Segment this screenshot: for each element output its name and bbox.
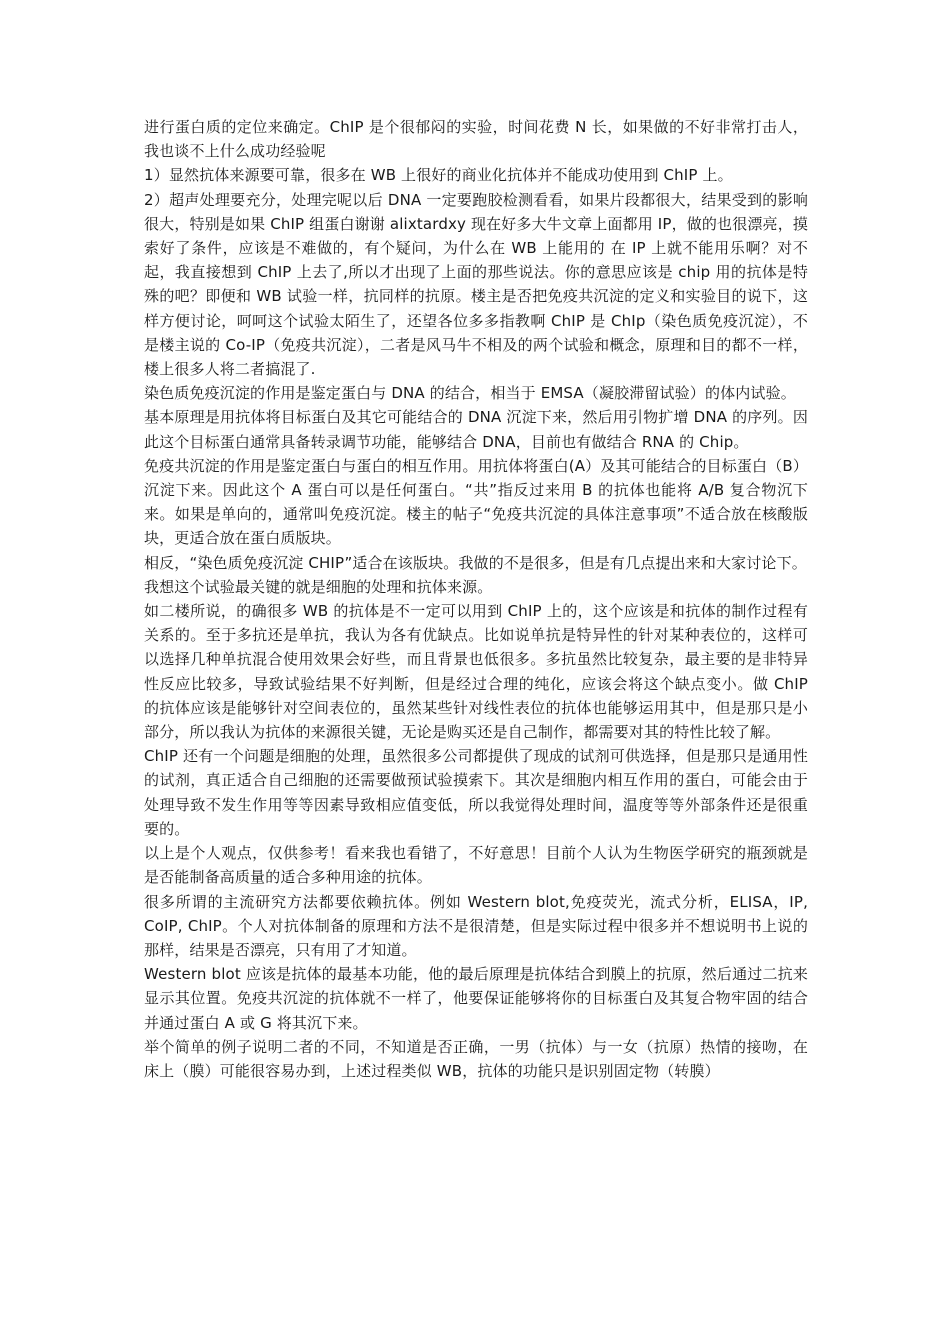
paragraph: Western blot 应该是抗体的最基本功能，他的最后原理是抗体结合到膜上的抗原，然后通过二抗来显示其位置。免疫共沉淀的抗体就不一样了，他要保证能够将你的目标蛋白及其复合物牢固的结合并通过蛋白 A 或 G 将其沉下来。 <box>144 965 808 1032</box>
paragraph: 以上是个人观点，仅供参考！看来我也看错了，不好意思！目前个人认为生物医学研究的瓶颈就是是否能制备高质量的适合多种用途的抗体。 <box>144 844 808 887</box>
paragraph: 相反，“染色质免疫沉淀 CHIP”适合在该版块。我做的不是很多，但是有几点提出来和大家讨论下。 <box>144 553 807 572</box>
document-body <box>144 115 808 1083</box>
paragraph: 进行蛋白质的定位来确定。ChIP 是个很郁闷的实验，时间花费 N 长，如果做的不好非常打击人，我也谈不上什么成功经验呢 <box>144 118 808 161</box>
paragraph: 举个简单的例子说明二者的不同，不知道是否正确，一男（抗体）与一女（抗原）热情的接吻，在床上（膜）可能很容易办到，上述过程类似 WB，抗体的功能只是识别固定物（转膜） <box>144 1037 808 1080</box>
paragraph: 我想这个试验最关键的就是细胞的处理和抗体来源。 <box>144 577 493 596</box>
paragraph: 很多所谓的主流研究方法都要依赖抗体。例如 Western blot,免疫荧光，流式分析，ELISA，IP, CoIP, ChIP。个人对抗体制备的原理和方法不是很清楚，但是实际过程中很多并不想说明书上说的那样，结果是否漂亮，只有用了才知道。 <box>144 892 808 959</box>
paragraph: 免疫共沉淀的作用是鉴定蛋白与蛋白的相互作用。用抗体将蛋白(A）及其可能结合的目标蛋白（B）沉淀下来。因此这个 A 蛋白可以是任何蛋白。“共”指反过来用 B 的抗体也能将 A/B 复合物沉下来。如果是单向的，通常叫免疫沉淀。楼主的帖子“免疫共沉淀的具体注意事项”不适合放在核酸版块，更适合放在蛋白质版块。 <box>144 456 808 548</box>
paragraph: 2）超声处理要充分，处理完呢以后 DNA 一定要跑胶检测看看，如果片段都很大，结果受到的影响很大，特别是如果 ChIP 组蛋白谢谢 alixtardxy 现在好多大牛文章上面都用 IP，做的也很漂亮，摸索好了条件，应该是不难做的，有个疑问，为什么在 WB 上能用的 在 IP 上就不能用乐啊？对不起，我直接想到 ChIP 上去了,所以才出现了上面的那些说法。你的意思应该是 chip 用的抗体是特殊的吧？即便和 WB 试验一样，抗同样的抗原。楼主是否把免疫共沉淀的定义和实验目的说下，这样方便讨论，呵呵这个试验太陌生了，还望各位多多指教啊 ChIP 是 ChIp（染色质免疫沉淀），不是楼主说的 Co-IP（免疫共沉淀），二者是风马牛不相及的两个试验和概念，原理和目的都不一样，楼上很多人将二者搞混了. <box>144 190 808 379</box>
paragraph: 如二楼所说，的确很多 WB 的抗体是不一定可以用到 ChIP 上的，这个应该是和抗体的制作过程有关系的。至于多抗还是单抗，我认为各有优缺点。比如说单抗是特异性的针对某种表位的，这样可以选择几种单抗混合使用效果会好些，而且背景也低很多。多抗虽然比较复杂，最主要的是非特异性反应比较多，导致试验结果不好判断，但是经过合理的纯化，应该会将这个缺点变小。做 ChIP 的抗体应该是能够针对空间表位的，虽然某些针对线性表位的抗体也能够运用其中，但是那只是小部分，所以我认为抗体的来源很关键，无论是购买还是自己制作，都需要对其的特性比较了解。 <box>144 602 808 742</box>
paragraph: 染色质免疫沉淀的作用是鉴定蛋白与 DNA 的结合，相当于 EMSA（凝胶滞留试验）的体内试验。 <box>144 384 796 403</box>
paragraph: ChIP 还有一个问题是细胞的处理，虽然很多公司都提供了现成的试剂可供选择，但是那只是通用性的试剂，真正适合自己细胞的还需要做预试验摸索下。其次是细胞内相互作用的蛋白，可能会由于处理导致不发生作用等等因素导致相应值变低，所以我觉得处理时间，温度等等外部条件还是很重要的。 <box>144 747 808 838</box>
paragraph: 基本原理是用抗体将目标蛋白及其它可能结合的 DNA 沉淀下来，然后用引物扩增 DNA 的序列。因此这个目标蛋白通常具备转录调节功能，能够结合 DNA，目前也有做结合 RNA 的 Chip。 <box>144 408 808 451</box>
paragraph: 1）显然抗体来源要可靠，很多在 WB 上很好的商业化抗体并不能成功使用到 ChIP 上。 <box>144 166 733 185</box>
